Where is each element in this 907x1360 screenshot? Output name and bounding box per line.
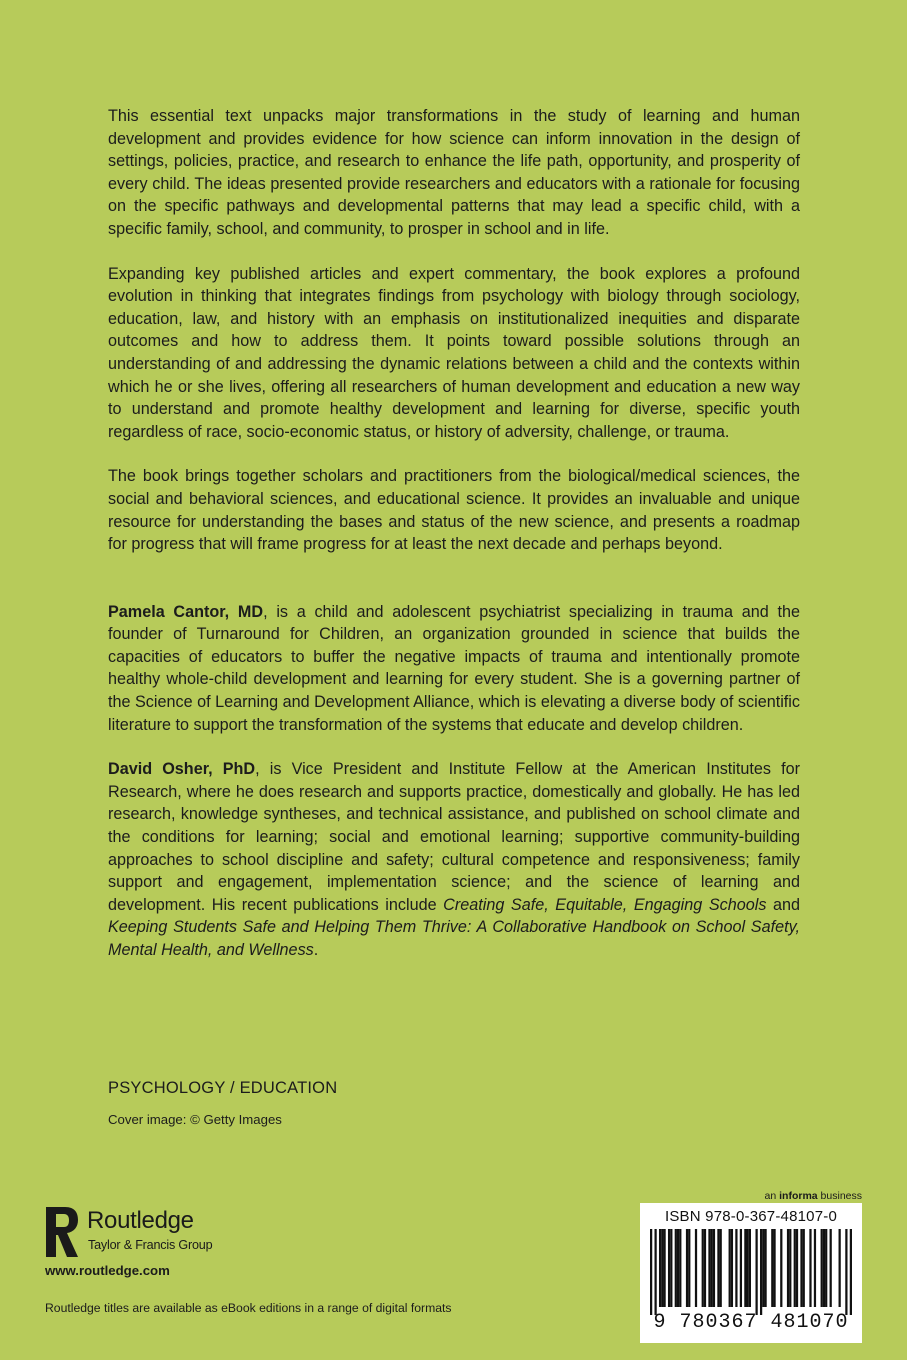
barcode-bar (771, 1229, 773, 1307)
barcode-bar (677, 1229, 679, 1307)
routledge-logo (45, 1205, 265, 1265)
barcode-bar (704, 1229, 706, 1307)
barcode-bar (729, 1229, 731, 1307)
barcode-bar (787, 1229, 789, 1307)
barcode-bar (740, 1229, 742, 1307)
author-name-osher: David Osher, PhD (108, 760, 256, 779)
publication-conjunction: and (766, 895, 800, 914)
author-bio-cantor (108, 601, 800, 737)
barcode-bar (794, 1229, 796, 1307)
barcode-digits: 9 780367 481070 (653, 1311, 849, 1334)
barcode-bar (747, 1229, 749, 1307)
description-paragraph-1: This essential text unpacks major transformations in the study of learning and human development and provides evidence for how science can inform innovation in the design of settings, policies, practice, and research to enhance the life path, opportunity, and prosperity of every child. The ideas presented provide researchers and educators with a rationale for focusing on the specific pathways and developmental patterns that may lead a specific child, with a specific family, school, and community, to prosper in school and in life. (108, 107, 800, 238)
isbn-label: ISBN 978-0-367-48107-0 (664, 1208, 837, 1225)
informa-business-label (765, 1190, 862, 1202)
subject-category: PSYCHOLOGY / EDUCATION (108, 1079, 338, 1097)
barcode-bar (796, 1229, 798, 1307)
isbn-barcode (640, 1203, 862, 1343)
barcode-bar (823, 1229, 825, 1307)
cover-image-credit: Cover image: © Getty Images (108, 1112, 282, 1127)
barcode-bar (731, 1229, 733, 1307)
barcode-bar (744, 1229, 746, 1307)
barcode-bar (760, 1229, 762, 1315)
barcode-bar (809, 1229, 811, 1307)
barcode-bar (675, 1229, 677, 1307)
barcode-bar (688, 1229, 690, 1307)
barcode-bar (749, 1229, 751, 1307)
back-cover-text (108, 105, 800, 962)
routledge-r-icon (45, 1205, 79, 1259)
author-name-cantor: Pamela Cantor, MD (108, 602, 264, 621)
barcode-bars (650, 1229, 852, 1315)
barcode-bar (713, 1229, 715, 1307)
publisher-website[interactable]: www.routledge.com (45, 1263, 170, 1278)
barcode-bar (711, 1229, 713, 1307)
barcode-bar (825, 1229, 827, 1307)
publisher-group: Taylor & Francis Group (88, 1238, 213, 1252)
barcode-bar (661, 1229, 663, 1307)
barcode-bar (789, 1229, 791, 1307)
informa-prefix: an (764, 1190, 780, 1202)
barcode-bar (708, 1229, 710, 1307)
publication-title-1: Creating Safe, Equitable, Engaging Schools (443, 895, 767, 914)
barcode-bar (702, 1229, 704, 1307)
barcode-bar (670, 1229, 672, 1307)
barcode-bar (663, 1229, 665, 1307)
informa-suffix: business (817, 1190, 862, 1202)
barcode-bar (717, 1229, 719, 1307)
description-paragraph-3: The book brings together scholars and practitioners from the biological/medical sciences, the social and behavioral sciences, and educational science. It provides an invaluable and unique resource for understanding the bases and status of the new science, and presents a roadmap for progress that will frame progress for at least the next decade and perhaps beyond. (108, 467, 800, 554)
publisher-name: Routledge (87, 1207, 194, 1234)
barcode-bar (695, 1229, 697, 1307)
barcode-bar (803, 1229, 805, 1307)
publication-end: . (313, 941, 319, 959)
barcode-bar (821, 1229, 823, 1307)
informa-brand: informa (779, 1190, 818, 1202)
barcode-bar (668, 1229, 670, 1307)
description-paragraph-2: Expanding key published articles and expert commentary, the book explores a profound evolution in thinking that integrates findings from psychology with biology through sociology, education, law, and history with an emphasis on institutionalized inequities and disparate outcomes and how to address them. It points toward possible solutions through an understanding of and addressing the dynamic relations between a child and the contexts within which he or she lives, offering all researchers of human development and education a new way to understand and promote healthy development and learning for diverse, specific youth regardless of race, socio-economic status, or history of adversity, challenge, or trauma. (108, 264, 800, 441)
ebook-note: Routledge titles are available as eBook editions in a range of digital formats (45, 1301, 452, 1315)
barcode-bar (755, 1229, 757, 1315)
barcode-bar (845, 1229, 847, 1315)
barcode-bar (654, 1229, 656, 1315)
barcode-bar (839, 1229, 841, 1307)
barcode-bar (780, 1229, 782, 1307)
barcode-bar (830, 1229, 832, 1307)
author-bio-osher (108, 758, 800, 961)
barcode-bar (679, 1229, 681, 1307)
barcode-bar (735, 1229, 737, 1307)
barcode-bar (686, 1229, 688, 1307)
barcode-bar (762, 1229, 764, 1307)
author-bio-cantor-text: , is a child and adolescent psychiatrist specializing in trauma and the founder of Turnaround for Children, an organization grounded in science that builds the capacities of educators to buffer the negative impacts of trauma and intentionally promote healthy whole-child development and learning for every student. She is a governing partner of the Science of Learning and Development Alliance, which is elevating a diverse body of scientific literature to support the transformation of the systems that educate and develop children. (108, 602, 800, 734)
barcode-bar (814, 1229, 816, 1307)
author-bio-osher-text: , is Vice President and Institute Fellow at the American Institutes for Research, where he does research and supports practice, domestically and globally. He has led research, knowledge syntheses, and technical assistance, and published on school climate and the conditions for learning; social and emotional learning; supportive community-building approaches to school discipline and safety; cultural competence and responsiveness; family support and engagement, implementation science; and the science of learning and development. His recent publications include (108, 760, 800, 914)
barcode-bar (659, 1229, 661, 1307)
barcode-bar (850, 1229, 852, 1315)
barcode-bar (773, 1229, 775, 1307)
barcode-bar (800, 1229, 802, 1307)
barcode-bar (720, 1229, 722, 1307)
barcode-bar (764, 1229, 766, 1307)
publication-title-2: Keeping Students Safe and Helping Them Thrive: A Collaborative Handbook on School Safety, Mental Health, and Wellness (108, 918, 800, 959)
barcode-bar (650, 1229, 652, 1315)
